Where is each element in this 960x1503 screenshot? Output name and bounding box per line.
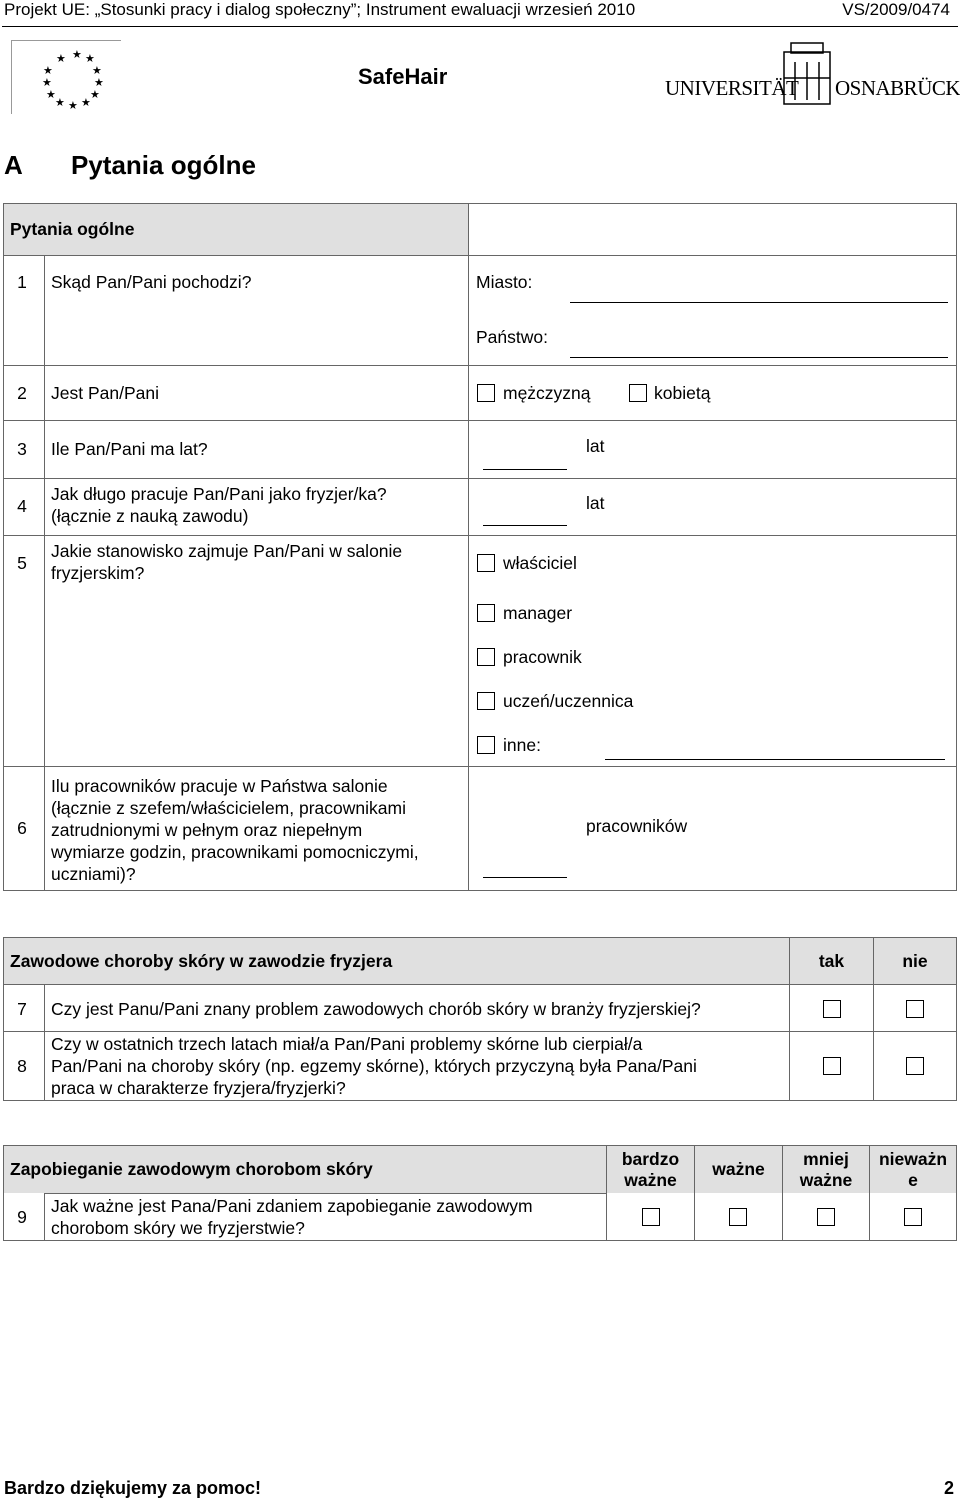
- col-important-header: [695, 1159, 782, 1180]
- q1-number: 1: [17, 272, 27, 292]
- footer-page-number: 2: [943, 1478, 954, 1498]
- q4-text-line2: (łącznie z nauką zawodu): [51, 506, 249, 526]
- svg-text:★: ★: [56, 52, 66, 65]
- q1-text: Skąd Pan/Pani pochodzi?: [51, 272, 252, 292]
- q5-owner-checkbox[interactable]: [477, 554, 495, 572]
- q9-text-line2: chorobom skóry we fryzjerstwie?: [51, 1218, 305, 1238]
- q2-female-checkbox[interactable]: [629, 384, 647, 402]
- q1-city-input[interactable]: [570, 302, 948, 303]
- q6-text: [51, 775, 462, 885]
- q2-male-checkbox[interactable]: [477, 384, 495, 402]
- col-no-header: nie: [902, 951, 928, 971]
- svg-text:★: ★: [46, 88, 56, 101]
- q6-unit: pracowników: [586, 816, 688, 836]
- project-code: VS/2009/0474: [842, 0, 950, 19]
- q1-country-input[interactable]: [570, 357, 948, 358]
- q9-unimportant-checkbox[interactable]: [904, 1208, 922, 1226]
- q5-employee-checkbox[interactable]: [477, 648, 495, 666]
- q9-very-important-checkbox[interactable]: [642, 1208, 660, 1226]
- q4-text: [51, 483, 462, 527]
- col-important-line1: ważne: [712, 1159, 765, 1179]
- col-less-important-header: [783, 1149, 869, 1191]
- col-very-important-line1: bardzo: [621, 1149, 680, 1169]
- q2-text: Jest Pan/Pani: [51, 383, 159, 403]
- q6-text-line1: Ilu pracowników pracuje w Państwa salonie: [51, 776, 388, 796]
- q5-manager-checkbox[interactable]: [477, 604, 495, 622]
- q7-text: Czy jest Panu/Pani znany problem zawodowych chorób skóry w branży fryzjerskiej?: [51, 999, 701, 1019]
- col-yes-header: tak: [818, 951, 845, 971]
- q7-number: 7: [17, 999, 27, 1019]
- q8-no-checkbox[interactable]: [906, 1057, 924, 1075]
- q8-text-line1: Czy w ostatnich trzech latach miał/a Pan/Pani problemy skórne lub cierpiał/a: [51, 1034, 643, 1054]
- q9-less-important-checkbox[interactable]: [817, 1208, 835, 1226]
- q4-unit: lat: [586, 493, 605, 513]
- eu-flag-logo: [11, 40, 121, 114]
- q9-text: [51, 1195, 600, 1239]
- q7-no-checkbox[interactable]: [906, 1000, 924, 1018]
- q2-number: 2: [17, 383, 27, 403]
- col-unimportant-header: [870, 1149, 956, 1191]
- q3-text: Ile Pan/Pani ma lat?: [51, 439, 208, 459]
- section-title: Pytania ogólne: [71, 150, 256, 180]
- q8-text-line2: Pan/Pani na choroby skóry (np. egzemy skórne), których przyczyną była Pana/Pani: [51, 1056, 697, 1076]
- q6-text-line3: zatrudnionymi w pełnym oraz niepełnym: [51, 820, 363, 840]
- svg-text:★: ★: [72, 48, 82, 61]
- q1-country-label: Państwo:: [476, 327, 548, 347]
- svg-text:★: ★: [81, 96, 91, 109]
- svg-text:★: ★: [85, 52, 95, 65]
- q6-text-line5: uczniami)?: [51, 864, 136, 884]
- project-title: Projekt UE: „Stosunki pracy i dialog społeczny”; Instrument ewaluacji wrzesień 2010: [4, 0, 636, 19]
- svg-text:★: ★: [94, 76, 104, 89]
- svg-text:★: ★: [68, 99, 78, 112]
- footer-thanks: Bardzo dziękujemy za pomoc!: [4, 1478, 262, 1498]
- q6-text-line4: wymiarze godzin, pracownikami pomocniczymi,: [51, 842, 419, 862]
- q5-text: [51, 540, 462, 584]
- svg-text:★: ★: [42, 76, 52, 89]
- col-unimportant-line2: e: [908, 1170, 918, 1190]
- q8-text: [51, 1033, 782, 1099]
- q4-text-line1: Jak długo pracuje Pan/Pani jako fryzjer/ka?: [51, 484, 387, 504]
- q3-age-input[interactable]: [483, 469, 567, 470]
- col-unimportant-line1: nieważn: [878, 1149, 948, 1169]
- q5-number: 5: [17, 553, 27, 573]
- q9-important-checkbox[interactable]: [729, 1208, 747, 1226]
- university-logo: [665, 38, 960, 114]
- q8-number: 8: [17, 1056, 27, 1076]
- eu-stars-icon: [12, 41, 122, 115]
- q3-number: 3: [17, 439, 27, 459]
- col-very-important-header: [607, 1149, 694, 1191]
- q5-text-line1: Jakie stanowisko zajmuje Pan/Pani w salonie: [51, 541, 403, 561]
- q6-text-line2: (łącznie z szefem/właścicielem, pracownikami: [51, 798, 406, 818]
- q9-number: 9: [17, 1207, 27, 1227]
- q6-count-input[interactable]: [483, 877, 567, 878]
- q3-unit: lat: [586, 436, 605, 456]
- q5-other-checkbox[interactable]: [477, 736, 495, 754]
- prevention-table-heading: Zapobieganie zawodowym chorobom skóry: [10, 1159, 373, 1179]
- university-name-right: OSNABRÜCK: [835, 76, 960, 100]
- q7-yes-checkbox[interactable]: [823, 1000, 841, 1018]
- q5-employee-label: pracownik: [503, 647, 582, 667]
- skin-table-heading: Zawodowe choroby skóry w zawodzie fryzjera: [10, 951, 393, 971]
- q4-years-input[interactable]: [483, 525, 567, 526]
- q9-text-line1: Jak ważne jest Pana/Pani zdaniem zapobieganie zawodowym: [51, 1196, 533, 1216]
- q5-manager-label: manager: [503, 603, 573, 623]
- q1-city-label: Miasto:: [476, 272, 533, 292]
- q8-text-line3: praca w charakterze fryzjera/fryzjerki?: [51, 1078, 346, 1098]
- q2-male-label: mężczyzną: [503, 383, 591, 403]
- app-name: SafeHair: [358, 64, 448, 89]
- svg-text:★: ★: [92, 64, 102, 77]
- q4-number: 4: [17, 496, 27, 516]
- q6-number: 6: [17, 818, 27, 838]
- col-less-important-line2: ważne: [799, 1170, 853, 1190]
- col-very-important-line2: ważne: [624, 1170, 677, 1190]
- q5-other-input[interactable]: [605, 759, 945, 760]
- q5-other-label: inne:: [503, 735, 541, 755]
- q5-apprentice-checkbox[interactable]: [477, 692, 495, 710]
- q5-apprentice-label: uczeń/uczennica: [503, 691, 634, 711]
- q8-yes-checkbox[interactable]: [823, 1057, 841, 1075]
- general-table-heading: Pytania ogólne: [10, 219, 135, 239]
- svg-text:★: ★: [90, 88, 100, 101]
- q5-text-line2: fryzjerskim?: [51, 563, 145, 583]
- col-less-important-line1: mniej: [803, 1149, 849, 1169]
- svg-text:★: ★: [55, 96, 65, 109]
- university-name-left: UNIVERSITÄT: [665, 76, 799, 100]
- svg-text:★: ★: [43, 64, 53, 77]
- q5-owner-label: właściciel: [503, 553, 577, 573]
- section-letter: A: [4, 150, 23, 180]
- header-rule: [2, 26, 958, 27]
- q2-female-label: kobietą: [654, 383, 711, 403]
